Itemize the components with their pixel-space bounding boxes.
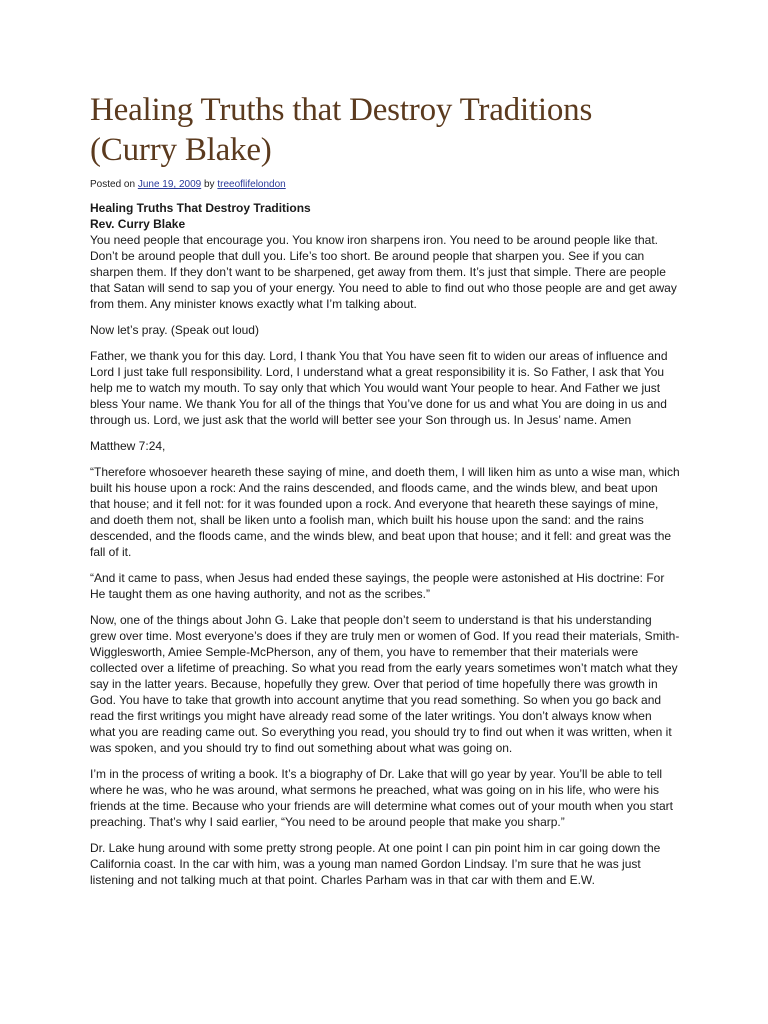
article: [90, 90, 680, 898]
paragraph: Now, one of the things about John G. Lake that people don’t seem to understand is that his understanding grew over time. Most everyone’s does if they are truly men or women of God. If you read their materials, Smith-Wigglesworth, Amiee Semple-McPherson, any of them, you have to remember that their materials were collected over a lifetime of preaching. So what you read from the early years sometimes won’t match what they say in the latter years. Because, hopefully they grew. Over that period of time hopefully there was growth in God. You have to take that growth into account anytime that you read something. So when you go back and read the first writings you might have already read some of the later writings. You don’t always know when what you are reading came out. So everything you read, you should try to find out when it was written, when it was spoken, and you should try to find out something about what was going on.: [90, 613, 680, 755]
paragraph: Now let’s pray. (Speak out loud): [90, 323, 259, 337]
article-subheading: Rev. Curry Blake: [90, 217, 186, 231]
post-meta: [90, 178, 680, 192]
paragraph: Father, we thank you for this day. Lord, I thank You that You have seen fit to widen our areas of influence and Lord I just take full responsibility. Lord, I understand what a great responsibility it is. So Father, I ask that You help me to watch my mouth. To say only that which You would want Your people to hear. And Father we just bless Your name. We thank You for all of the things that You’ve done for us and what You are doing in us and through us. Lord, we just ask that the world will better see your Son through us. In Jesus’ name. Amen: [90, 349, 668, 427]
paragraph: I’m in the process of writing a book. It’s a biography of Dr. Lake that will go year by year. You’ll be able to tell where he was, who he was around, what sermons he preached, what was going on in his life, who were his friends at the time. Because who your friends are will determine what comes out of your mouth when you start preaching. That’s why I said earlier, “You need to be around people that make you sharp.”: [90, 767, 673, 829]
article-title: Healing Truths that Destroy Traditions (Curry Blake): [90, 92, 593, 168]
paragraph: “Therefore whosoever heareth these saying of mine, and doeth them, I will liken him as unto a wise man, which built his house upon a rock: And the rains descended, and floods came, and the winds blew, and beat upon that house; and it fell not: for it was founded upon a rock. And everyone that heareth these sayings of mine, and doeth them not, shall be liken unto a foolish man, which built his house upon the sand: and the rains descended, and the floods came, and the winds blew, and beat upon that house; and it fell: and great was the fall of it.: [90, 465, 680, 559]
paragraph: You need people that encourage you. You know iron sharpens iron. You need to be around people like that. Don’t be around people that dull you. Life’s too short. Be around people that sharpen you. See if you can sharpen them. If they don’t want to be sharpened, get away from them. It’s just that simple. There are people that Satan will send to sap you of your energy. You need to able to find out who those people are and get away from them. Any minister knows exactly what I’m talking about.: [90, 233, 677, 311]
paragraph: Matthew 7:24,: [90, 439, 166, 453]
by-label: by: [204, 179, 215, 190]
paragraph: “And it came to pass, when Jesus had ended these sayings, the people were astonished at His doctrine: For He taught them as one having authority, and not as the scribes.”: [90, 571, 665, 601]
author-link[interactable]: treeoflifelondon: [217, 179, 286, 190]
article-heading: Healing Truths That Destroy Traditions: [90, 201, 311, 215]
posted-on-label: Posted on: [90, 179, 136, 190]
post-date-link[interactable]: June 19, 2009: [137, 179, 202, 190]
paragraph: Dr. Lake hung around with some pretty strong people. At one point I can pin point him in car going down the California coast. In the car with him, was a young man named Gordon Lindsay. I’m sure that he was just listening and not talking much at that point. Charles Parham was in that car with them and E.W.: [90, 841, 661, 887]
